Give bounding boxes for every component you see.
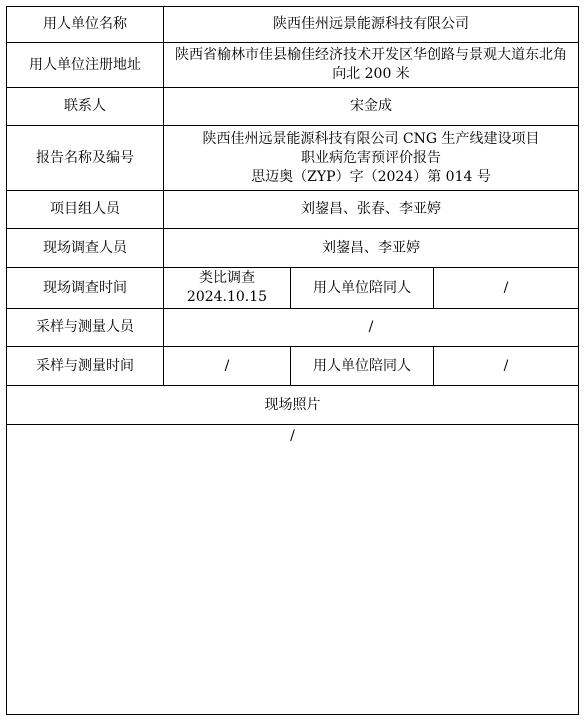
unit-address-label: 用人单位注册地址	[7, 43, 164, 88]
unit-address-value	[164, 43, 579, 88]
survey-type: 类比调查	[199, 270, 255, 286]
sampling-time-label: 采样与测量时间	[7, 347, 164, 386]
sampling-staff-value: /	[164, 309, 579, 347]
photos-value: /	[7, 425, 579, 715]
photos-label: 现场照片	[7, 386, 579, 425]
contact-value: 宋金成	[164, 88, 579, 126]
row-project-members	[7, 191, 579, 229]
row-survey-time	[7, 268, 579, 309]
unit-address-line-1: 陕西省榆林市佳县榆佳经济技术开发区华创路与景观大道东北角	[175, 47, 567, 63]
project-members-value: 刘鋆昌、张春、李亚婷	[164, 191, 579, 229]
row-photos-header	[7, 386, 579, 425]
unit-name-label: 用人单位名称	[7, 7, 164, 43]
report-name-line-1: 陕西佳州远景能源科技有限公司 CNG 生产线建设项目	[202, 130, 540, 147]
report-number: 思迈奥（ZYP）字（2024）第 014 号	[251, 168, 491, 185]
survey-time-value	[164, 268, 291, 309]
survey-time-label: 现场调查时间	[7, 268, 164, 309]
unit-address-line-2: 向北 200 米	[332, 66, 410, 82]
unit-name-value: 陕西佳州远景能源科技有限公司	[164, 7, 579, 43]
survey-companion-label: 用人单位陪同人	[291, 268, 434, 309]
contact-label: 联系人	[7, 88, 164, 126]
survey-date: 2024.10.15	[186, 289, 268, 305]
row-report	[7, 126, 579, 191]
report-name-line-2: 职业病危害预评价报告	[301, 149, 441, 166]
report-value	[164, 126, 579, 191]
project-info-table	[6, 6, 579, 715]
sampling-time-value: /	[164, 347, 291, 386]
sampling-staff-label: 采样与测量人员	[7, 309, 164, 347]
report-label: 报告名称及编号	[7, 126, 164, 191]
sampling-companion-value: /	[434, 347, 579, 386]
row-unit-address	[7, 43, 579, 88]
project-members-label: 项目组人员	[7, 191, 164, 229]
row-survey-staff	[7, 229, 579, 268]
row-sampling-time	[7, 347, 579, 386]
row-photos-content	[7, 425, 579, 715]
survey-staff-value: 刘鋆昌、李亚婷	[164, 229, 579, 268]
sampling-companion-label: 用人单位陪同人	[291, 347, 434, 386]
row-sampling-staff	[7, 309, 579, 347]
survey-companion-value: /	[434, 268, 579, 309]
survey-staff-label: 现场调查人员	[7, 229, 164, 268]
row-contact	[7, 88, 579, 126]
row-unit-name	[7, 7, 579, 43]
